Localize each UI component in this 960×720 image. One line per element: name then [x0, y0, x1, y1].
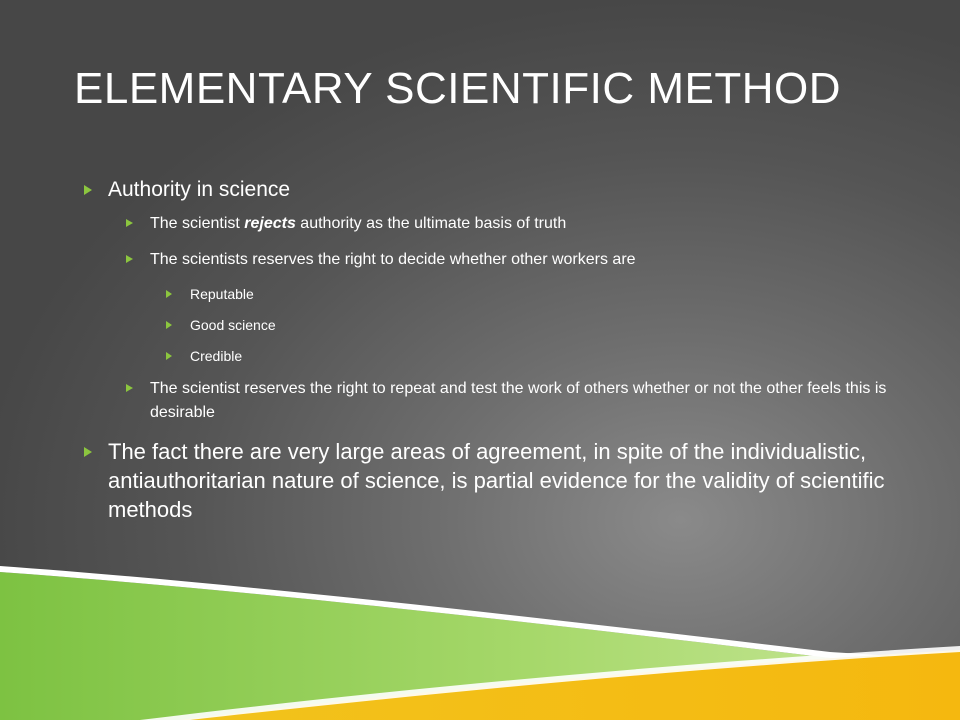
sub-sub-bullet-text: Credible: [190, 348, 243, 364]
bullet-text: Authority in science: [108, 178, 291, 201]
slide-title: ELEMENTARY SCIENTIFIC METHOD: [74, 64, 841, 113]
bullet-text: The fact there are very large areas of agreement, in spite of the individualistic, antiauthoritarian nature of science, is partial evidence for the validity of scientific methods: [108, 439, 885, 522]
sub-bullet-text: The scientists reserves the right to decide whether other workers are: [150, 251, 636, 268]
emphasis-text: rejects: [244, 215, 296, 232]
sub-bullet-text-after: authority as the ultimate basis of truth: [295, 215, 567, 232]
sub-bullet-text-before: The scientist: [150, 215, 245, 232]
sub-sub-bullet-text: Good science: [190, 317, 276, 333]
sub-sub-bullet-text: Reputable: [190, 286, 254, 302]
sub-bullet-text: The scientist reserves the right to repeat and test the work of others whether or not the other feels this is desirable: [150, 380, 887, 421]
